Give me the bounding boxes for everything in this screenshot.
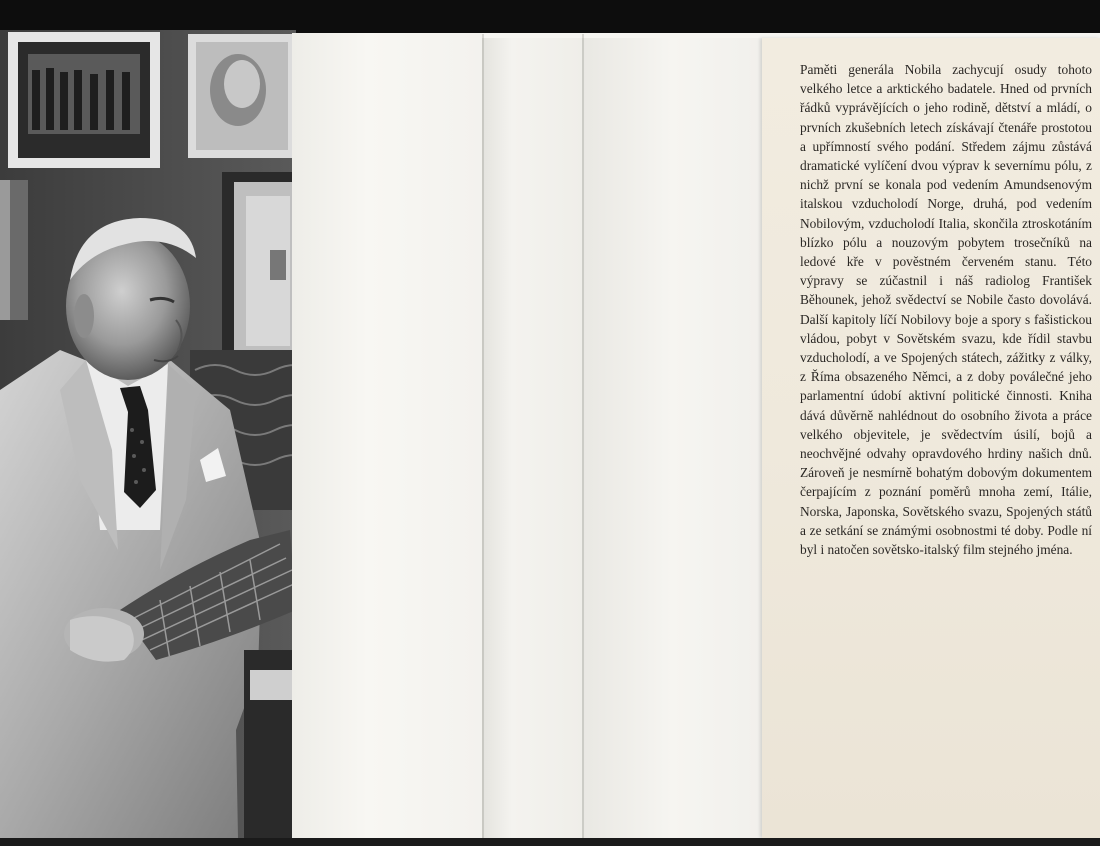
jacket-spine-left (292, 33, 482, 839)
jacket-spine-right (582, 38, 762, 838)
portrait-photo (0, 30, 296, 838)
blurb-text: Paměti generála Nobila zachycují osudy tohoto velkého letce a arktického badatele. Hned od prvních řádků vyprávějících o jeho rodině, dětství a mládí, o prvních zkušebních letech získávají čtenáře prostotou a upřímností svého podání. Středem zájmu zůstává dramatické vylíčení dvou výprav k severnímu pólu, z nichž první se konala pod vedením Amundsenovým italskou vzducholodí Norge, druhá, pod vedením Nobilovým, vzducholodí Italia, skončila ztroskotáním blízko pólu a nouzovým pobytem trosečníků na ledové kře v pověstném červeném stanu. Této výpravy se zúčastnil i náš radiolog František Běhounek, jehož svědectví se Nobile často dovolává. Další kapitoly líčí Nobilovy boje a spory s fašistickou vládou, pobyt v Sovětském svazu, kde řídil stavbu vzducholodí, a ve Spojených státech, zážitky z války, z Říma obsazeného Němci, a z doby poválečné jeho parlamentní údobí aktivní politické činnosti. Kniha dává důvěrně nahlédnout do osobního života a práce velkého objevitele, je svědectvím úsilí, bojů a neochvějné odvahy opravdového hrdiny našich dnů. Zároveň je nesmírně bohatým dobovým dokumentem čerpajícím z poznání poměrů mnoha zemí, Itálie, Norska, Japonska, Sovětského svazu, Spojených států a ze setkání se známými osobnostmi té doby. Podle ní byl i natočen sovětsko-italský film stejného jména. (800, 62, 1092, 558)
fold-line (482, 34, 484, 838)
portrait-photo-graphic (0, 30, 296, 838)
jacket-spine-center (482, 38, 582, 838)
scan-top-edge (0, 0, 1100, 34)
scan-bottom-edge (0, 838, 1100, 846)
fold-line (582, 34, 584, 838)
